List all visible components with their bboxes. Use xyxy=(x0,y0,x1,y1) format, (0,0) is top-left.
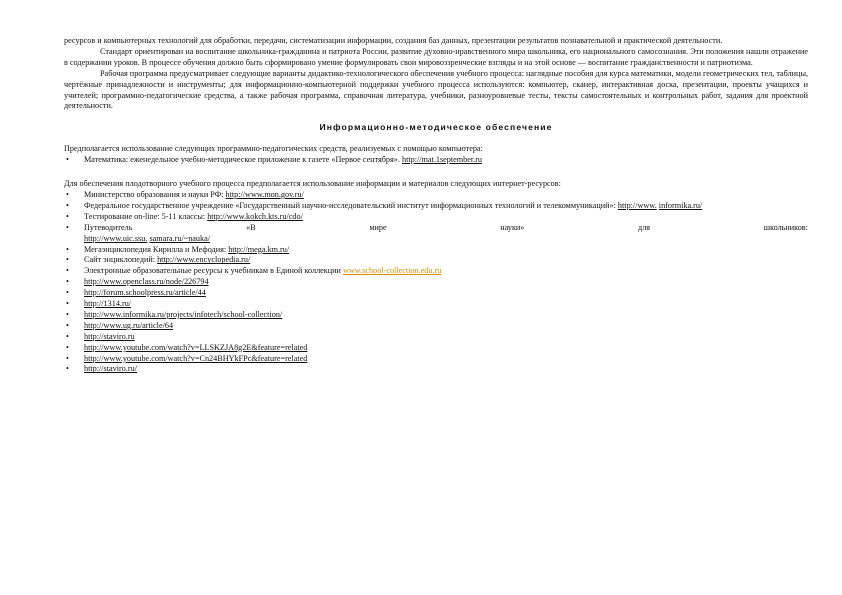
list-item xyxy=(64,310,808,321)
list-item xyxy=(64,321,808,332)
bullet-icon: • xyxy=(66,155,69,165)
list-item-word: мире xyxy=(369,222,387,232)
bullet-icon: • xyxy=(66,353,69,363)
list-item-text: Тестирование on-line: 5-11 классы: xyxy=(84,211,208,221)
list-item xyxy=(64,245,808,256)
list-item-link[interactable]: http://www.encyclopedia.ru/ xyxy=(157,255,251,265)
bullet-icon: • xyxy=(66,299,69,309)
list-item xyxy=(64,212,808,223)
software-intro: Предполагается использование следующих программно-педагогических средств, реализуемых с помощью компьютера: xyxy=(64,144,483,154)
list-item xyxy=(64,255,808,266)
bullet-icon: • xyxy=(66,189,69,199)
bullet-icon: • xyxy=(66,222,69,232)
software-list xyxy=(64,155,808,166)
list-item-link[interactable]: www.school-collection.edu.ru xyxy=(342,266,442,276)
bullet-icon: • xyxy=(66,200,69,210)
list-item-link[interactable]: http://staviro.ru/ xyxy=(84,364,137,374)
bullet-icon: • xyxy=(66,255,69,265)
list-item-link[interactable]: http://www.openclass.ru/node/226794 xyxy=(84,277,209,287)
list-item xyxy=(64,288,808,299)
bullet-icon: • xyxy=(66,342,69,352)
list-item xyxy=(64,332,808,343)
list-item-text: Мегаэнциклопедия Кирилла и Мефодия: xyxy=(84,244,229,254)
list-item-text xyxy=(84,223,808,234)
resources-list xyxy=(64,190,808,375)
bullet-icon: • xyxy=(66,320,69,330)
list-item-link[interactable]: http://mega.km.ru/ xyxy=(228,244,290,254)
list-item-text: Федеральное государственное учреждение «Государственный научно-исследовательский институт информационных технологий и телекоммуникаций»: xyxy=(84,200,618,210)
paragraph-program: Рабочая программа предусматривает следующие варианты дидактико-технологического обеспечения учебного процесса: наглядные пособия для курса математики, модели геометрических тел, таблицы, чертёжные принадлежности и инструменты; для информационно-компьютерной поддержки учебного процесса используются: компьютер, сканер, интерактивная доска, презентации, проекты учащихся и учителей; программно-педагогические средства, а также рабочая программа, справочная литература, учебники, разноуровневые тесты, тексты самостоятельных и контрольных работ, задания для проектной деятельности. xyxy=(64,68,808,111)
list-item-link[interactable]: http://www.kokch.kts.ru/cdo/ xyxy=(207,211,303,221)
list-item-link[interactable]: http://1314.ru/ xyxy=(84,299,132,309)
list-item-word: науки» xyxy=(500,222,525,232)
bullet-icon: • xyxy=(66,244,69,254)
bullet-icon: • xyxy=(66,211,69,221)
list-item-link[interactable]: samara.ru/~nauka/ xyxy=(149,233,211,243)
bullet-icon: • xyxy=(66,277,69,287)
bullet-icon: • xyxy=(66,331,69,341)
list-item-link[interactable]: http://www.mon.gov.ru/ xyxy=(225,189,304,199)
list-item-link[interactable]: informika.ru/ xyxy=(658,200,703,210)
paragraph-standard: Стандарт ориентирован на воспитание школьника-гражданина и патриота России, развитие духовно-нравственного мира школьника, его национального самосознания. Эти положения нашли отражение в содержании уроков. В процессе обучения должно быть сформировано умение формулировать свои мировоззренческие взгляды и на этой основе — воспитание гражданственности и патриотизма. xyxy=(64,46,808,67)
list-item-text: Сайт энциклопедий: xyxy=(84,255,158,265)
list-item xyxy=(64,364,808,375)
list-item-link[interactable]: http://mat.1september.ru xyxy=(401,155,483,165)
list-item xyxy=(64,343,808,354)
list-item xyxy=(64,299,808,310)
list-item-link[interactable]: http://www. xyxy=(617,200,657,210)
list-item-text: Министерство образования и науки РФ: xyxy=(84,189,226,199)
list-item-word: школьников: xyxy=(763,222,808,232)
section-heading: Информационно-методическое обеспечение xyxy=(319,122,553,133)
list-item-link[interactable]: http://www.youtube.com/watch?v=LLSKZJA8g2E&feature=related xyxy=(84,342,308,352)
bullet-icon: • xyxy=(66,266,69,276)
bullet-icon: • xyxy=(66,288,69,298)
list-item xyxy=(64,155,808,166)
list-item xyxy=(64,354,808,365)
list-item-link[interactable]: http://www.ug.ru/article/64 xyxy=(84,320,174,330)
resources-intro: Для обеспечения плодотворного учебного процесса предполагается использование информации и материалов следующих интернет-ресурсов: xyxy=(64,179,561,189)
list-item-word: «В xyxy=(246,222,256,232)
list-item xyxy=(64,277,808,288)
list-item-word: для xyxy=(638,222,651,232)
list-item-link[interactable]: http://www.uic.ssu. xyxy=(84,233,148,243)
list-item-word: Путеводитель xyxy=(84,222,133,232)
list-item xyxy=(64,190,808,201)
list-item-link[interactable]: http://staviro.ru xyxy=(84,331,135,341)
list-item-text: Математика: еженедельное учебно-методическое приложение к газете «Первое сентября». xyxy=(84,155,400,165)
list-item xyxy=(64,201,808,212)
list-item-text: Электронные образовательные ресурсы к учебникам в Единой коллекции xyxy=(84,266,343,276)
bullet-icon: • xyxy=(66,309,69,319)
list-item-link[interactable]: http://www.youtube.com/watch?v=Cn24BHYkFPc&feature=related xyxy=(84,353,308,363)
list-item xyxy=(64,223,808,245)
paragraph-resources: ресурсов и компьютерных технологий для обработки, передачи, систематизации информации, создания баз данных, презентации результатов познавательной и практической деятельности. xyxy=(64,36,723,45)
bullet-icon: • xyxy=(66,364,69,374)
list-item xyxy=(64,266,808,277)
list-item-link[interactable]: http://www.informika.ru/projects/infotech/school-collection/ xyxy=(84,309,283,319)
list-item-link[interactable]: http://forum.schoolpress.ru/article/44 xyxy=(84,288,206,298)
document-page xyxy=(64,36,808,375)
